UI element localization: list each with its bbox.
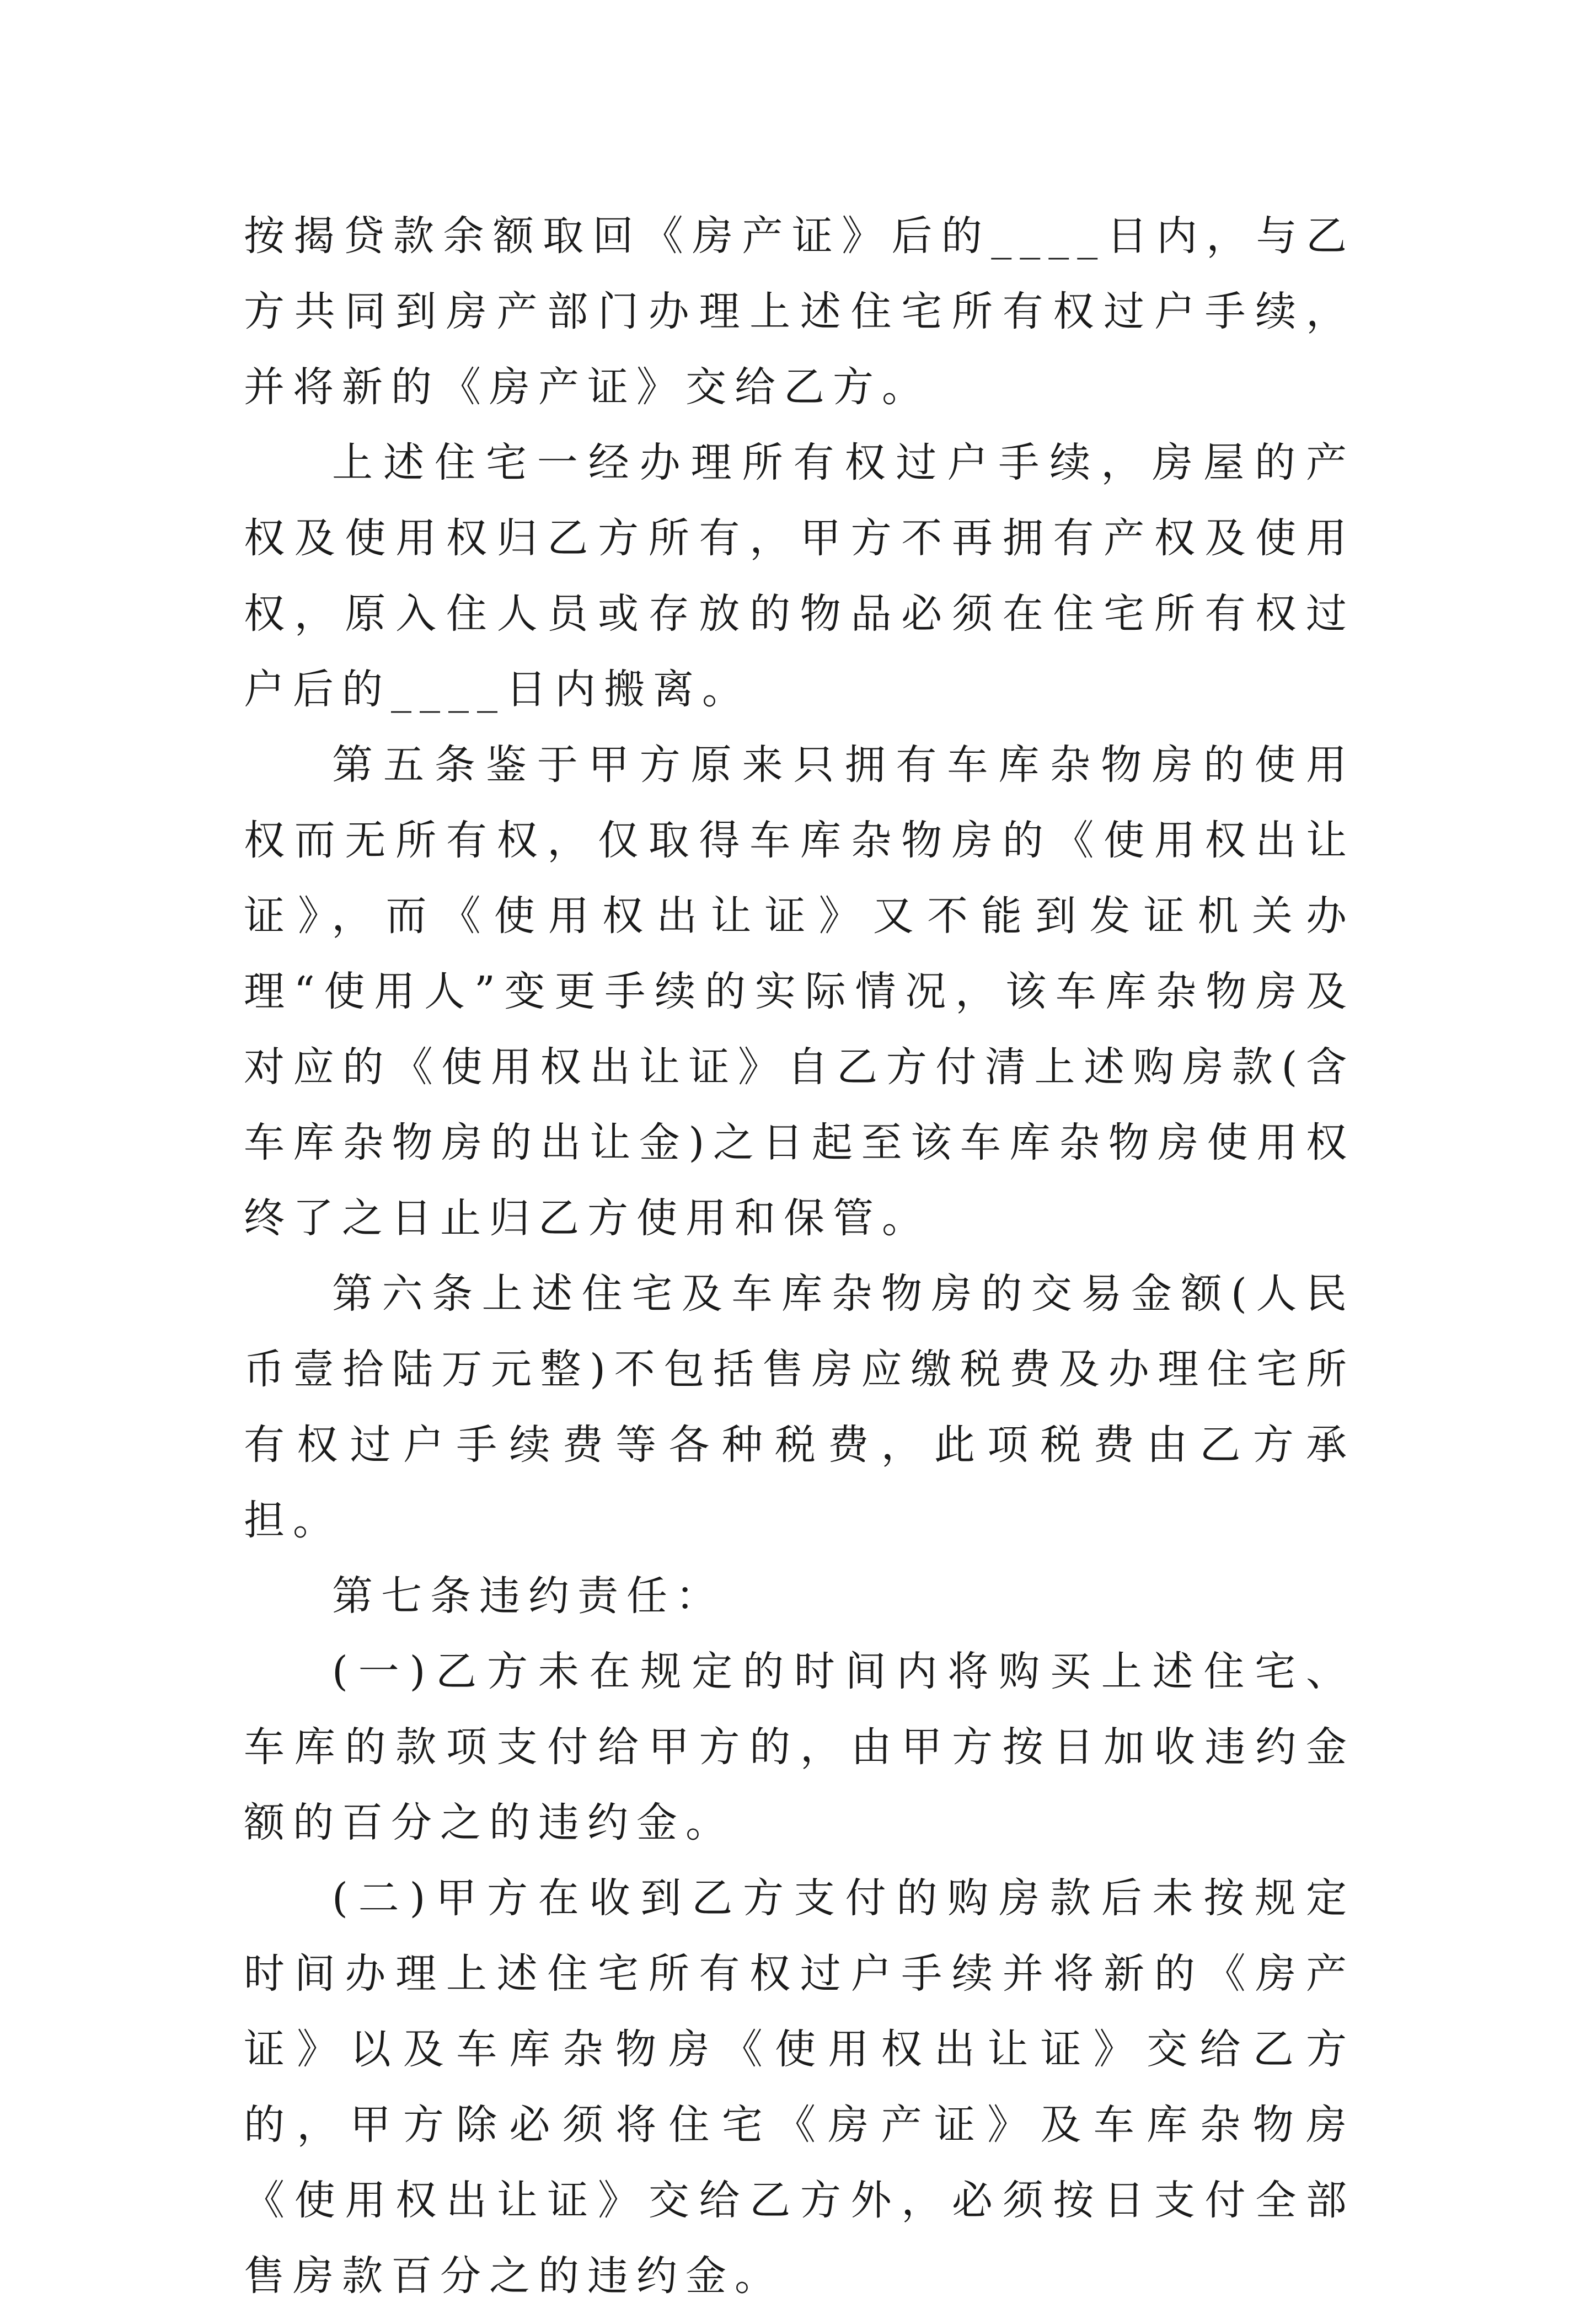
paragraph-article-7-item-1: (一)乙方未在规定的时间内将购买上述住宅、车库的款项支付给甲方的，由甲方按日加收违约金额的百分之的违约金。 <box>244 1648 1355 1846</box>
document-body <box>244 199 1355 2314</box>
paragraph-ownership-transfer: 上述住宅一经办理所有权过户手续，房屋的产权及使用权归乙方所有，甲方不再拥有产权及使用权，原入住人员或存放的物品必须在住宅所有权过户后的____日内搬离。 <box>244 439 1355 713</box>
paragraph-article-6: 第六条上述住宅及车库杂物房的交易金额(人民币壹拾陆万元整)不包括售房应缴税费及办理住宅所有权过户手续费等各种税费，此项税费由乙方承担。 <box>244 1270 1355 1544</box>
paragraph-article-5: 第五条鉴于甲方原来只拥有车库杂物房的使用权而无所有权，仅取得车库杂物房的《使用权出让证》，而《使用权出让证》又不能到发证机关办理“使用人”变更手续的实际情况，该车库杂物房及对应的《使用权出让证》自乙方付清上述购房款(含车库杂物房的出让金)之日起至该车库杂物房使用权终了之日止归乙方使用和保管。 <box>244 741 1355 1242</box>
paragraph-article-7-heading: 第七条违约责任： <box>332 1572 725 1620</box>
paragraph-article-7-item-2: (二)甲方在收到乙方支付的购房款后未按规定时间办理上述住宅所有权过户手续并将新的《房产证》以及车库杂物房《使用权出让证》交给乙方的，甲方除必须将住宅《房产证》及车库杂物房《使用权出让证》交给乙方外，必须按日支付全部售房款百分之的违约金。 <box>244 1874 1355 2300</box>
paragraph-transfer-deadline: 按揭贷款余额取回《房产证》后的____日内，与乙方共同到房产部门办理上述住宅所有权过户手续，并将新的《房产证》交给乙方。 <box>244 212 1355 411</box>
